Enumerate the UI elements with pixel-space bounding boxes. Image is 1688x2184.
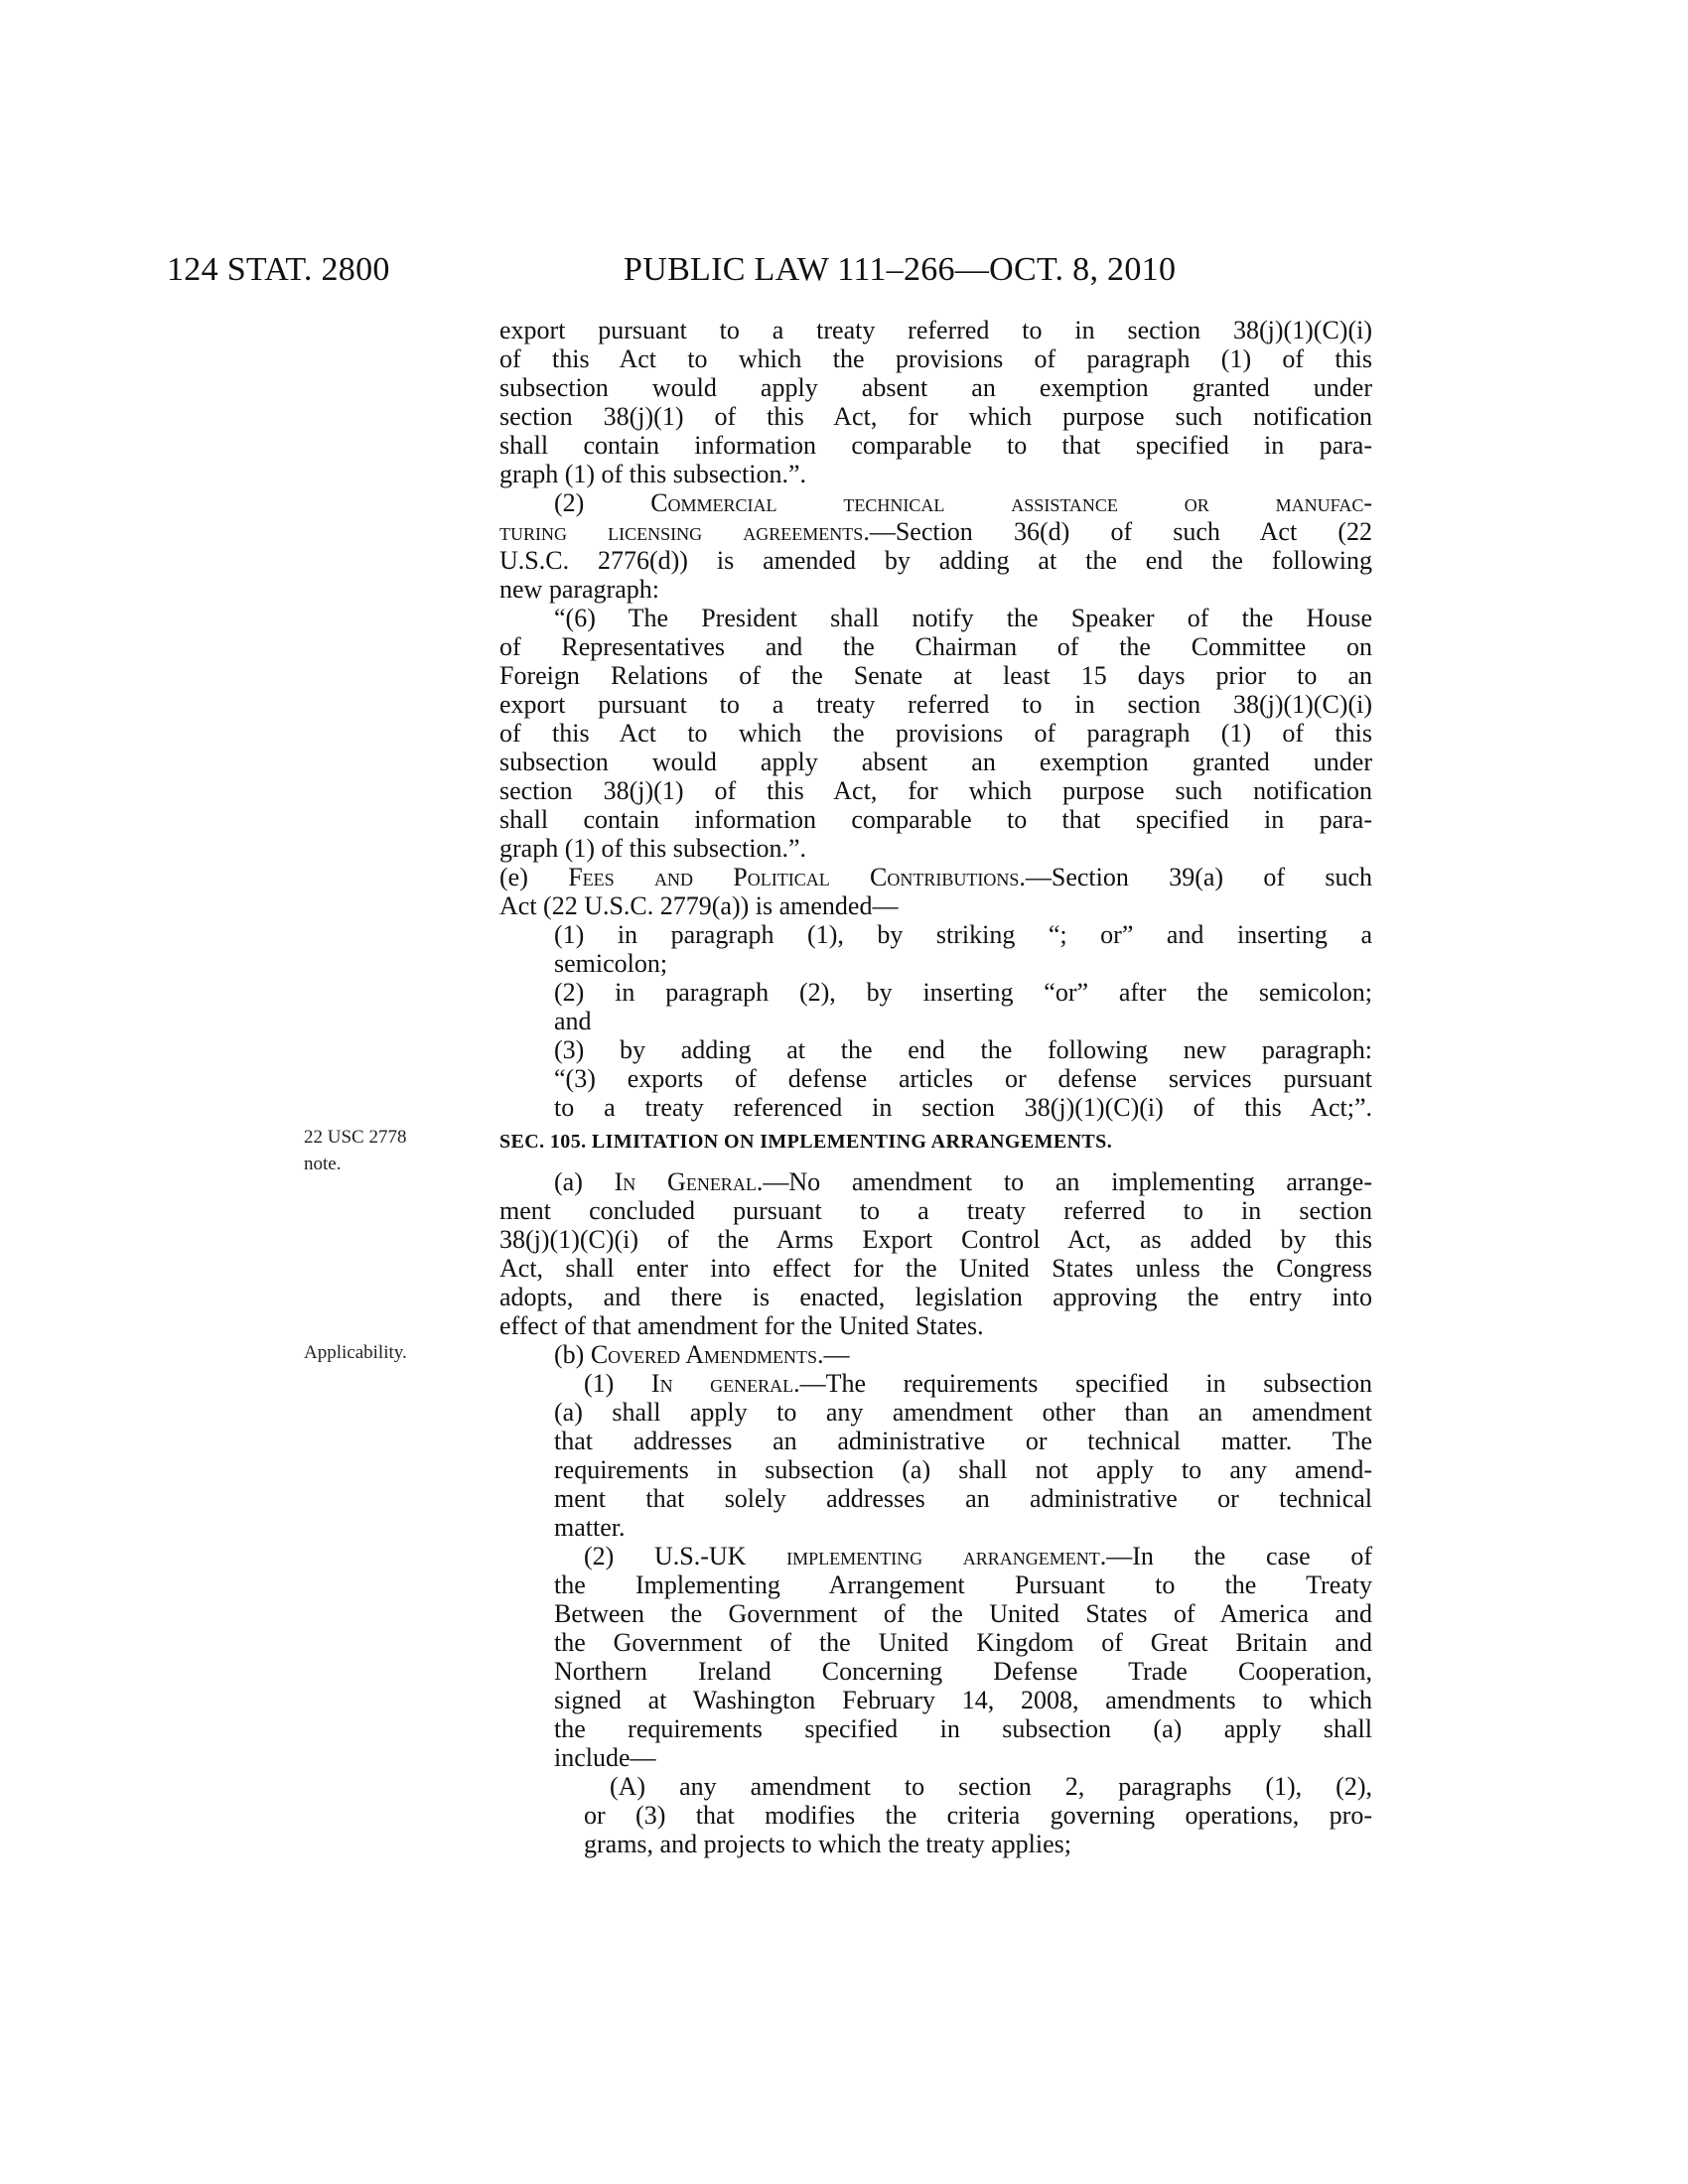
text-line: Between the Government of the United States of America and [554,1599,1372,1628]
text-line: shall contain information comparable to that specified in para- [499,805,1372,834]
paragraph-1-heading: (1) In general.—The requirements specified in subsection [584,1369,1372,1398]
text-line: of Representatives and the Chairman of the Committee on [499,632,1372,661]
text-line: that addresses an administrative or technical matter. The [554,1427,1372,1455]
subsection-2-heading: (2) Commercial technical assistance or manufac- [554,488,1372,517]
text-line: ment that solely addresses an administrative or technical [554,1484,1372,1513]
text-line: semicolon; [554,949,668,978]
text-line: graph (1) of this subsection.”. [499,834,807,863]
margin-note-usc: 22 USC 2778 [304,1127,407,1148]
text-line: U.S.C. 2776(d)) is amended by adding at the end the following [499,546,1372,575]
text-line: the Government of the United Kingdom of Great Britain and [554,1628,1372,1657]
text-line: “(3) exports of defense articles or defense services pursuant [554,1064,1372,1093]
text-line: signed at Washington February 14, 2008, amendments to which [554,1686,1372,1714]
text-line: graph (1) of this subsection.”. [499,460,807,488]
text-line: Northern Ireland Concerning Defense Trade Cooperation, [554,1657,1372,1686]
text-line: subsection would apply absent an exemption granted under [499,748,1372,776]
text-line: new paragraph: [499,575,659,604]
text-line: ment concluded pursuant to a treaty referred to in section [499,1196,1372,1225]
subsection-e-heading: (e) Fees and Political Contributions.—Section 39(a) of such [499,863,1373,891]
text-line: requirements in subsection (a) shall not apply to any amend- [554,1455,1372,1484]
text-line: “(6) The President shall notify the Speaker of the House [554,604,1372,632]
text-line: to a treaty referenced in section 38(j)(1)(C)(i) of this Act;”. [554,1093,1372,1122]
subsection-b-heading: (b) Covered Amendments.— [554,1340,850,1369]
text-line: and [554,1007,592,1035]
text-line: subsection would apply absent an exemption granted under [499,373,1372,402]
public-law-title: PUBLIC LAW 111–266—OCT. 8, 2010 [624,251,1177,288]
text-line: (1) in paragraph (1), by striking “; or” and inserting a [554,920,1372,949]
text-line: or (3) that modifies the criteria governing operations, pro- [584,1801,1372,1830]
text-line: export pursuant to a treaty referred to in section 38(j)(1)(C)(i) [499,316,1372,344]
text-line: export pursuant to a treaty referred to in section 38(j)(1)(C)(i) [499,690,1372,719]
statute-page-number: 124 STAT. 2800 [167,251,390,288]
text-line: shall contain information comparable to that specified in para- [499,431,1372,460]
text-line: grams, and projects to which the treaty applies; [584,1830,1071,1858]
text-line: matter. [554,1513,626,1542]
text-line: include— [554,1743,656,1772]
text-line: effect of that amendment for the United States. [499,1311,984,1340]
text-line: adopts, and there is enacted, legislation approving the entry into [499,1283,1372,1311]
margin-note-note: note. [304,1154,342,1174]
section-105-heading: SEC. 105. LIMITATION ON IMPLEMENTING ARRANGEMENTS. [499,1131,1113,1153]
margin-note-applicability: Applicability. [304,1342,407,1363]
paragraph-2-heading: (2) U.S.-UK implementing arrangement.—In the case of [584,1542,1372,1570]
text-line: (3) by adding at the end the following new paragraph: [554,1035,1372,1064]
text-line: (2) in paragraph (2), by inserting “or” after the semicolon; [554,978,1372,1007]
text-line: the requirements specified in subsection (a) apply shall [554,1714,1372,1743]
text-line: Act, shall enter into effect for the United States unless the Congress [499,1254,1372,1283]
text-line: the Implementing Arrangement Pursuant to the Treaty [554,1570,1372,1599]
text-line: Act (22 U.S.C. 2779(a)) is amended— [499,891,899,920]
text-line: section 38(j)(1) of this Act, for which purpose such notification [499,402,1372,431]
subsection-a-heading: (a) In General.—No amendment to an implementing arrange- [554,1167,1372,1196]
text-line: (a) shall apply to any amendment other than an amendment [554,1398,1372,1427]
text-line: turing licensing agreements.—Section 36(d) of such Act (22 [499,517,1372,546]
text-line: section 38(j)(1) of this Act, for which purpose such notification [499,776,1372,805]
text-line: of this Act to which the provisions of paragraph (1) of this [499,719,1372,748]
subparagraph-a-heading: (A) any amendment to section 2, paragraphs (1), (2), [610,1772,1372,1801]
text-line: Foreign Relations of the Senate at least 15 days prior to an [499,661,1372,690]
text-line: 38(j)(1)(C)(i) of the Arms Export Control Act, as added by this [499,1225,1372,1254]
text-line: of this Act to which the provisions of paragraph (1) of this [499,344,1372,373]
